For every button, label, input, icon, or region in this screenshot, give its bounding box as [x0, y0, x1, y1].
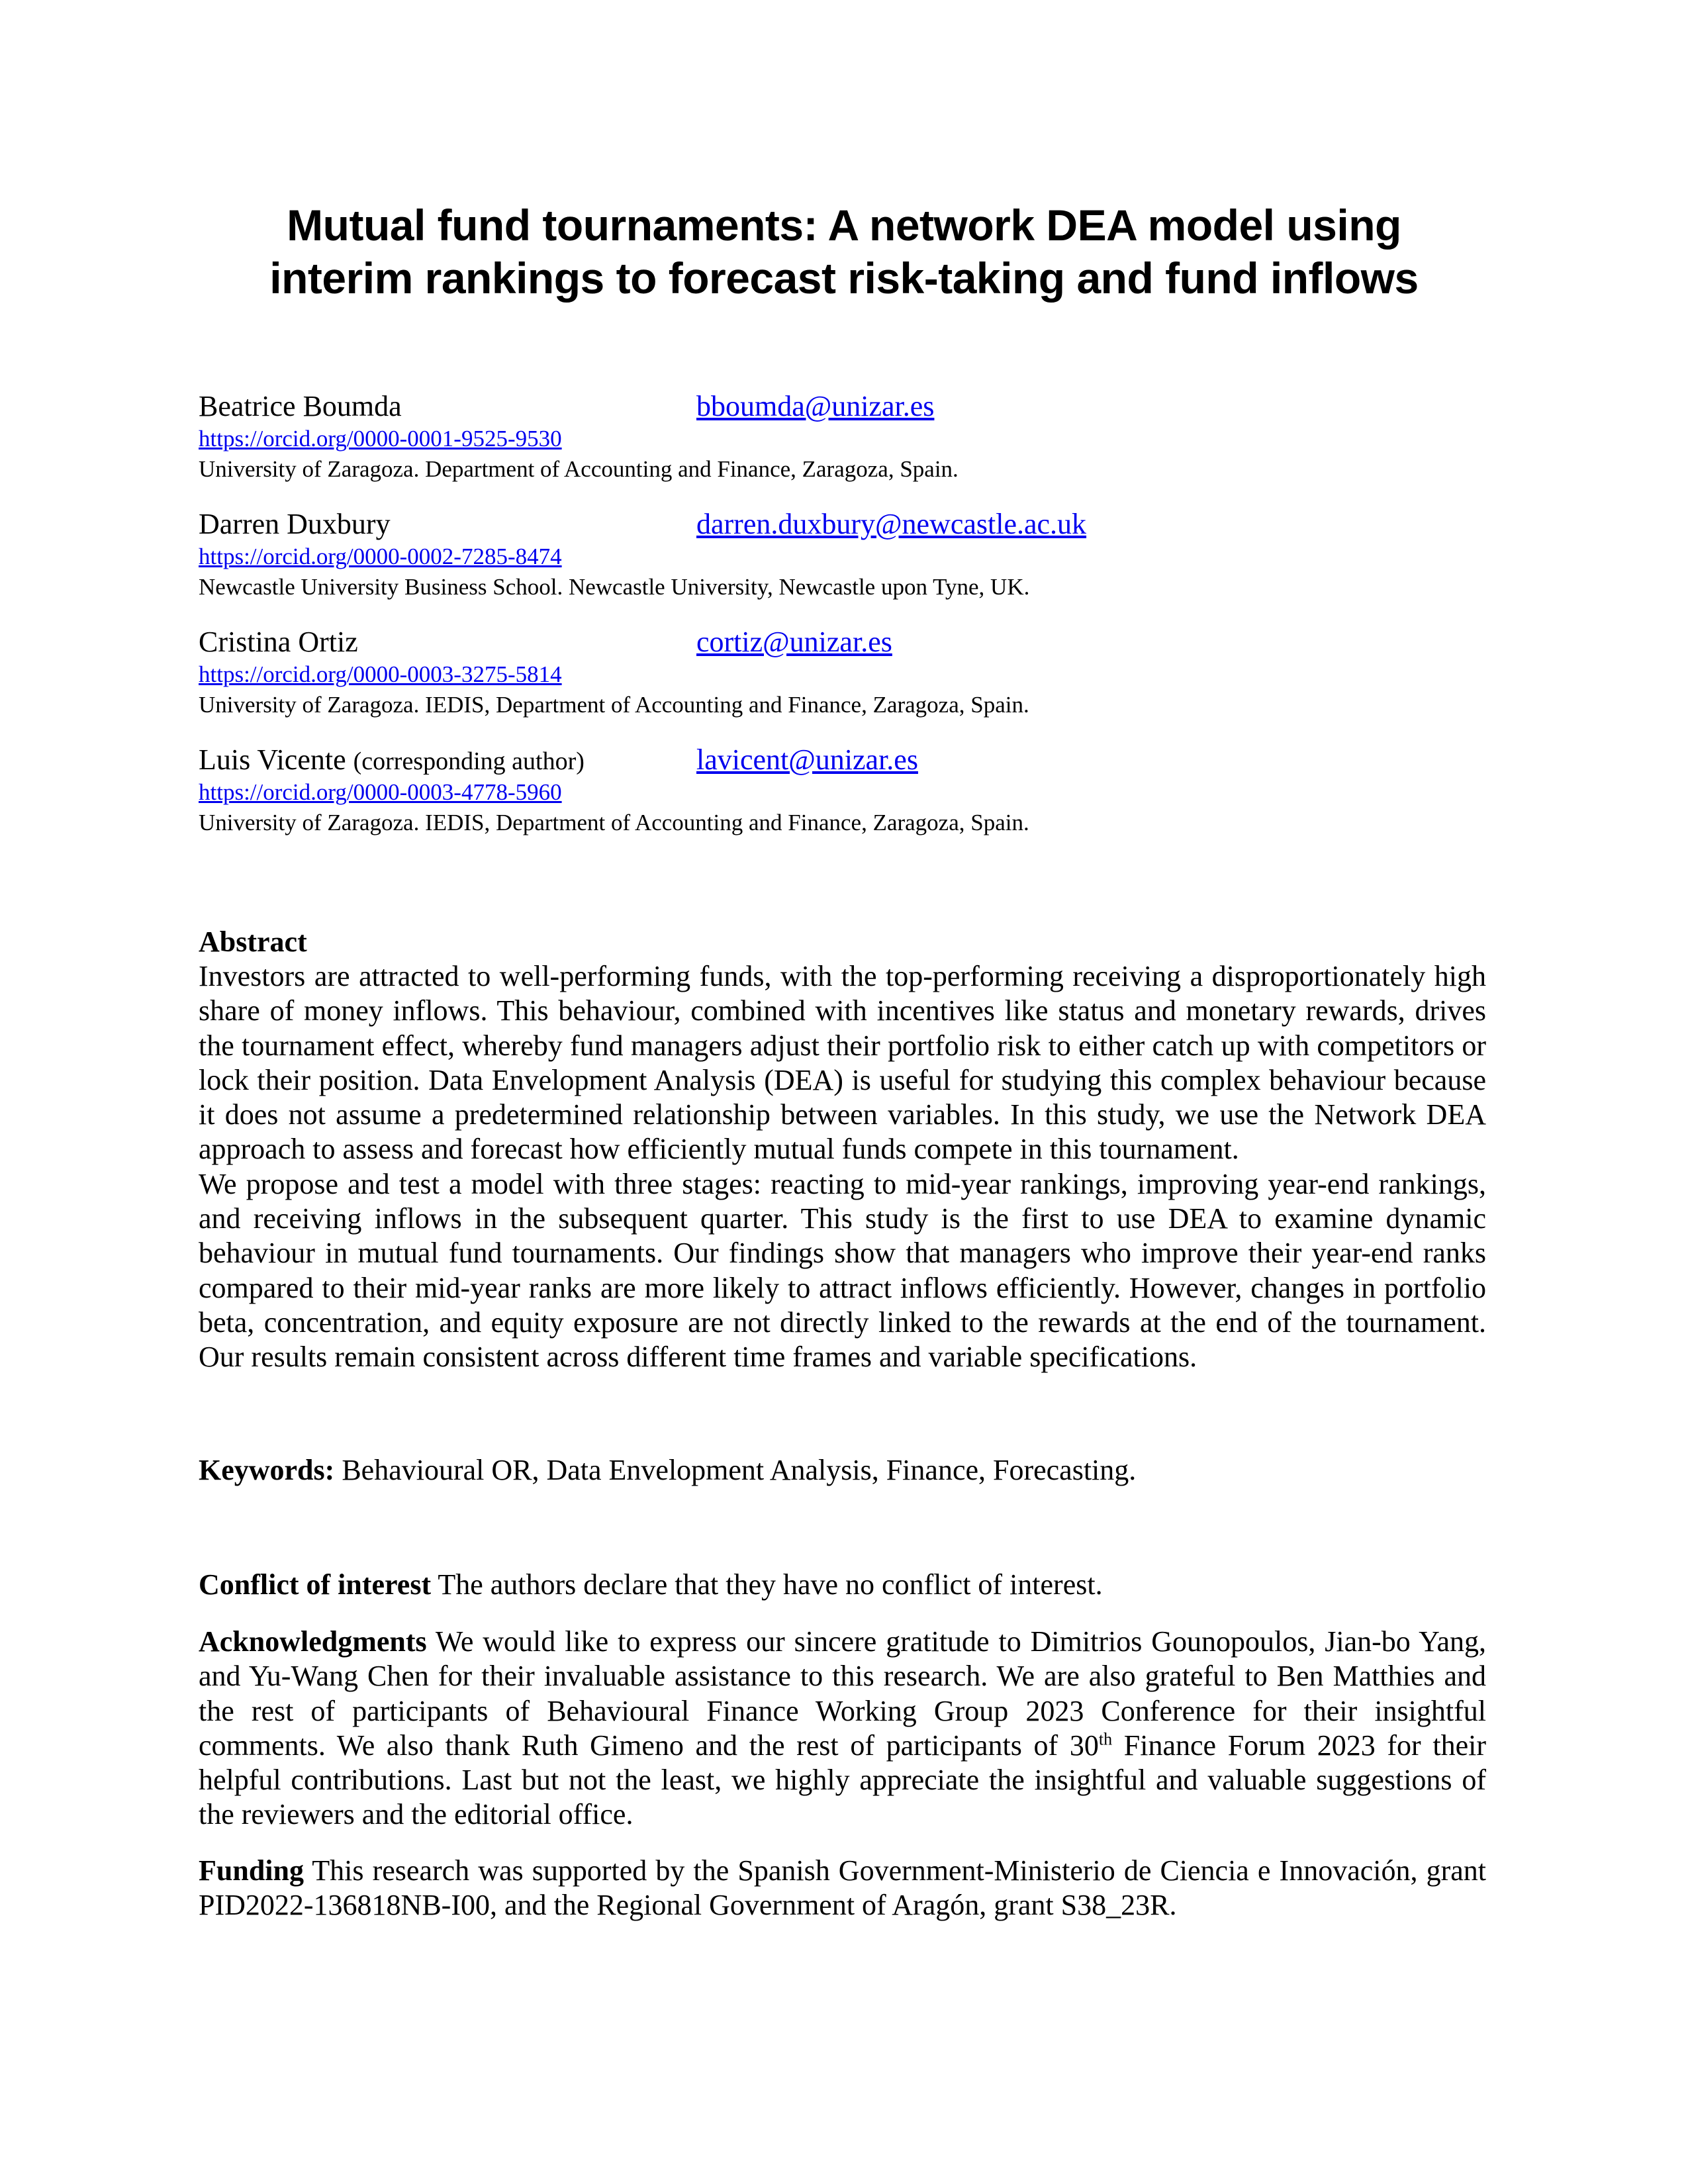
- author-name: Darren Duxbury: [199, 508, 391, 540]
- abstract-section: [199, 925, 1486, 1375]
- paper-title: [0, 199, 1688, 305]
- conflict-label: Conflict of interest: [199, 1568, 432, 1601]
- acknowledgments-label: Acknowledgments: [199, 1625, 427, 1658]
- author-block: [199, 389, 1489, 485]
- author-email-link[interactable]: cortiz@unizar.es: [696, 626, 892, 658]
- acknowledgments-text: We would like to express our sincere gratitude to Dimitrios Gounopoulos, Jian-bo Yang, and Yu-Wang Chen for their invaluable assistance to this research. We are also grateful to Ben Matthies and the rest of participants of Behavioural Finance Working Group 2023 Conference for their insightful comments. We also thank Ruth Gimeno and the rest of participants of 30: [199, 1625, 1486, 1762]
- funding-text: This research was supported by the Spanish Government-Ministerio de Ciencia e Innovación, grant PID2022-136818NB-I00, and the Regional Government of Aragón, grant S38_23R.: [199, 1854, 1486, 1922]
- author-name: Cristina Ortiz: [199, 626, 358, 658]
- author-affiliation: University of Zaragoza. Department of Accounting and Finance, Zaragoza, Spain.: [199, 456, 959, 482]
- acknowledgments-text-cont: Finance Forum 2023 for their helpful contributions. Last but not the least, we highly appreciate the insightful and valuable suggestions of the reviewers and the editorial office.: [199, 1729, 1486, 1831]
- title-line-1: Mutual fund tournaments: A network DEA model using: [287, 201, 1401, 250]
- abstract-paragraph: We propose and test a model with three stages: reacting to mid-year rankings, improving year-end rankings, and receiving inflows in the subsequent quarter. This study is the first to use DEA to examine dynamic behaviour in mutual fund tournaments. Our findings show that managers who improve their year-end ranks compared to their mid-year ranks are more likely to attract inflows efficiently. However, changes in portfolio beta, concentration, and equity exposure are not directly linked to the rewards at the end of the tournament. Our results remain consistent across different time frames and variable specifications.: [199, 1167, 1486, 1374]
- author-name: [199, 743, 585, 779]
- author-email-link[interactable]: bboumda@unizar.es: [696, 390, 935, 422]
- title-line-2: interim rankings to forecast risk-taking and fund inflows: [269, 254, 1419, 303]
- keywords-section: [199, 1453, 1486, 1488]
- conflict-text: The authors declare that they have no conflict of interest.: [431, 1568, 1103, 1601]
- author-affiliation: University of Zaragoza. IEDIS, Department of Accounting and Finance, Zaragoza, Spain.: [199, 692, 1029, 718]
- abstract-paragraph: Investors are attracted to well-performing funds, with the top-performing receiving a disproportionately high share of money inflows. This behaviour, combined with incentives like status and monetary rewards, drives the tournament effect, whereby fund managers adjust their portfolio risk to either catch up with competitors or lock their position. Data Envelopment Analysis (DEA) is useful for studying this complex behaviour because it does not assume a predetermined relationship between variables. In this study, we use the Network DEA approach to assess and forecast how efficiently mutual funds compete in this tournament.: [199, 960, 1486, 1166]
- author-name: Beatrice Boumda: [199, 390, 402, 422]
- author-block: [199, 507, 1489, 602]
- acknowledgments-section: [199, 1625, 1486, 1832]
- ordinal-superscript: th: [1098, 1729, 1113, 1749]
- author-email-link[interactable]: darren.duxbury@newcastle.ac.uk: [696, 508, 1087, 540]
- author-list: [199, 389, 1489, 861]
- author-email-link[interactable]: lavicent@unizar.es: [696, 743, 918, 776]
- keywords-text: Behavioural OR, Data Envelopment Analysis, Finance, Forecasting.: [334, 1454, 1137, 1486]
- author-orcid-link[interactable]: https://orcid.org/0000-0001-9525-9530: [199, 426, 562, 451]
- author-block: [199, 625, 1489, 720]
- corresponding-author-note: (corresponding author): [353, 747, 585, 775]
- keywords-label: Keywords:: [199, 1454, 335, 1486]
- conflict-section: [199, 1568, 1486, 1602]
- author-affiliation: Newcastle University Business School. Newcastle University, Newcastle upon Tyne, UK.: [199, 574, 1030, 600]
- abstract-heading: Abstract: [199, 926, 307, 958]
- author-name-text: Luis Vicente: [199, 743, 346, 776]
- funding-label: Funding: [199, 1854, 304, 1887]
- author-block: [199, 743, 1489, 838]
- author-orcid-link[interactable]: https://orcid.org/0000-0003-3275-5814: [199, 661, 562, 687]
- author-orcid-link[interactable]: https://orcid.org/0000-0002-7285-8474: [199, 544, 562, 569]
- funding-section: [199, 1854, 1486, 1923]
- author-affiliation: University of Zaragoza. IEDIS, Department of Accounting and Finance, Zaragoza, Spain.: [199, 810, 1029, 835]
- author-orcid-link[interactable]: https://orcid.org/0000-0003-4778-5960: [199, 779, 562, 805]
